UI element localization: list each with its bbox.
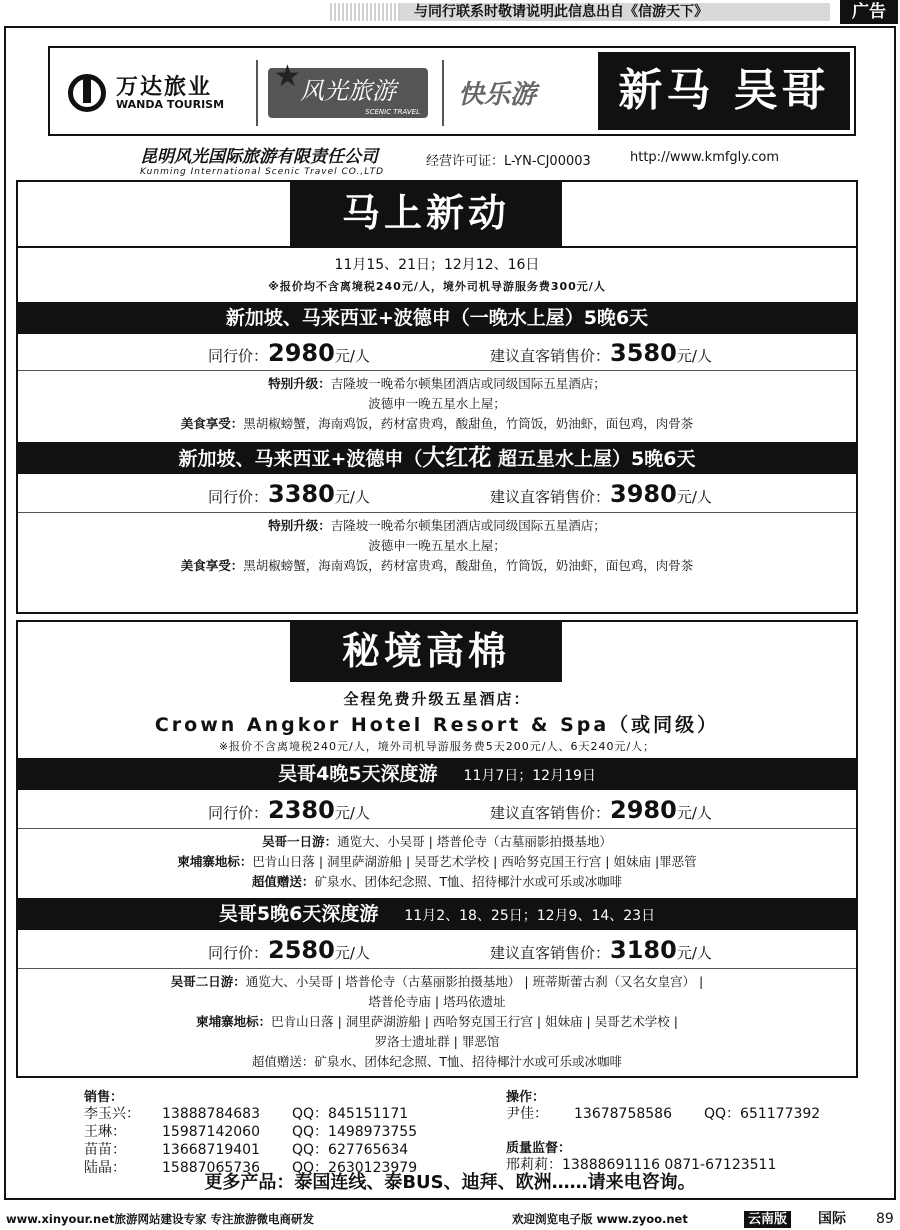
landmark-line-2: 罗洛士遗址群 | 罪恶馆 bbox=[374, 1034, 500, 1049]
route-title-highlight: 大红花 bbox=[422, 445, 492, 471]
ops-label: 操作： bbox=[506, 1090, 546, 1105]
landmark-label: 柬埔寨地标： bbox=[177, 854, 253, 869]
price-note: ※报价均不含离境税240元/人，境外司机导游服务费300元/人 bbox=[268, 280, 606, 293]
food-line bbox=[18, 416, 856, 432]
peer-price-label: 同行价： bbox=[208, 488, 269, 506]
upgrade-label: 特别升级： bbox=[268, 376, 331, 391]
company-name-cn: 昆明风光国际旅游有限责任公司 bbox=[140, 147, 378, 167]
source-notice: 与同行联系时敬请说明此信息出自《信游天下》 bbox=[400, 3, 830, 21]
upgrade-line bbox=[18, 518, 856, 534]
page-number: 89 bbox=[876, 1211, 894, 1227]
retail-price-label: 建议直客销售价： bbox=[490, 488, 611, 506]
product-title: 新马 吴哥 bbox=[598, 52, 850, 130]
company-name-en: Kunming International Scenic Travel CO.,LTD bbox=[140, 167, 385, 177]
landmark-label: 柬埔寨地标： bbox=[196, 1014, 272, 1029]
qc-label: 质量监督： bbox=[506, 1141, 572, 1156]
retail-price-label: 建议直客销售价： bbox=[490, 804, 611, 822]
company-name bbox=[140, 142, 384, 177]
food-label: 美食享受： bbox=[180, 558, 244, 573]
contact-row bbox=[84, 1105, 417, 1123]
contact-qq: QQ：1498973755 bbox=[292, 1124, 418, 1140]
contact-qq: QQ：2630123979 bbox=[292, 1160, 418, 1176]
gift-text: 矿泉水、团体纪念照、T恤、招待椰汁水或可乐或冰咖啡 bbox=[314, 874, 623, 889]
landmark-text: 巴肯山日落 | 洞里萨湖游船 | 西哈努克国王行宫 | 姐妹庙 | 吴哥艺术学校 | bbox=[271, 1014, 678, 1029]
unit: 元/人 bbox=[334, 944, 370, 962]
section-banner: 秘境高棉 bbox=[290, 620, 562, 682]
divider bbox=[18, 370, 856, 371]
wanda-mark-icon bbox=[68, 74, 106, 112]
food-text: 黑胡椒螃蟹，海南鸡饭，药材富贵鸡，酸甜鱼，竹筒饭，奶油虾，面包鸡，肉骨茶 bbox=[243, 416, 694, 431]
section-banner: 马上新动 bbox=[290, 180, 562, 246]
departure-dates: 11月15、21日；12月12、16日 bbox=[334, 257, 540, 273]
contact-phone[interactable]: 15887065736 bbox=[162, 1160, 260, 1176]
gift-label: 超值赠送： bbox=[251, 874, 315, 889]
footer-left-text: www.xinyour.net旅游网站建设专家 专注旅游微电商研发 bbox=[6, 1212, 315, 1226]
peer-price-value: 2380 bbox=[268, 796, 335, 824]
contact-qq: QQ：651177392 bbox=[704, 1106, 821, 1122]
peer-price-value: 2980 bbox=[268, 339, 335, 367]
top-strip bbox=[0, 0, 900, 24]
peer-price bbox=[208, 480, 370, 508]
unit: 元/人 bbox=[676, 804, 712, 822]
wanda-name-en: WANDA TOURISM bbox=[116, 98, 225, 111]
retail-price-value: 3980 bbox=[610, 480, 677, 508]
peer-price-label: 同行价： bbox=[208, 347, 269, 365]
edition-tag: 云南版 bbox=[744, 1211, 791, 1228]
unit: 元/人 bbox=[676, 347, 712, 365]
retail-price bbox=[490, 796, 712, 824]
gift-line: 超值赠送：矿泉水、团体纪念照、T恤、招待椰汁水或可乐或冰咖啡 bbox=[251, 1054, 623, 1069]
peer-price bbox=[208, 339, 370, 367]
peer-price-label: 同行价： bbox=[208, 804, 269, 822]
route-title-part: 新加坡、马来西亚+波德申（ bbox=[178, 448, 423, 470]
unit: 元/人 bbox=[334, 488, 370, 506]
divider bbox=[18, 828, 856, 829]
page-footer bbox=[0, 1208, 900, 1230]
contact-name: 李玉兴： bbox=[84, 1106, 140, 1122]
peer-price-value: 3380 bbox=[268, 480, 335, 508]
divider bbox=[442, 60, 444, 126]
contact-row bbox=[84, 1123, 417, 1141]
route-title bbox=[16, 898, 858, 930]
peer-price bbox=[208, 936, 370, 964]
contact-name: 王琳： bbox=[84, 1124, 126, 1140]
food-label: 美食享受： bbox=[180, 416, 244, 431]
contact-phone[interactable]: 13668719401 bbox=[162, 1142, 260, 1158]
footer-right-text: 欢迎浏览电子版 www.zyoo.net bbox=[512, 1212, 688, 1226]
company-url[interactable]: http://www.kmfgly.com bbox=[630, 150, 780, 165]
fengguang-logo bbox=[268, 59, 428, 118]
retail-price-value: 3580 bbox=[610, 339, 677, 367]
hotel-name: Crown Angkor Hotel Resort & Spa（或同级） bbox=[154, 714, 720, 736]
fengguang-name: 风光旅游 bbox=[300, 77, 396, 105]
retail-price-label: 建议直客销售价： bbox=[490, 944, 611, 962]
departure-dates: 11月7日；12月19日 bbox=[463, 768, 596, 784]
wanda-name: 万达旅业 bbox=[116, 75, 213, 100]
landmark-text: 巴肯山日落 | 洞里萨湖游船 | 吴哥艺术学校 | 西哈努克国王行宫 | 姐妹庙 |罪恶管 bbox=[252, 854, 697, 869]
contact-row bbox=[506, 1105, 820, 1123]
divider bbox=[256, 60, 258, 126]
route-title-text: 吴哥5晚6天深度游 bbox=[218, 903, 379, 925]
route-title bbox=[16, 758, 858, 790]
wanda-logo bbox=[68, 70, 248, 116]
contact-name: 尹佳： bbox=[506, 1106, 548, 1122]
ops-contacts bbox=[506, 1086, 820, 1174]
divider bbox=[18, 246, 856, 248]
retail-price-label: 建议直客销售价： bbox=[490, 347, 611, 365]
logo-box bbox=[48, 46, 856, 136]
contact-phone[interactable]: 13678758586 bbox=[574, 1106, 672, 1122]
retail-price-value: 3180 bbox=[610, 936, 677, 964]
retail-price bbox=[490, 339, 712, 367]
license-number: 经营许可证：L-YN-CJ00003 bbox=[426, 154, 591, 169]
unit: 元/人 bbox=[334, 804, 370, 822]
sales-contacts bbox=[84, 1086, 417, 1177]
itinerary-line bbox=[18, 974, 856, 990]
happy-travel-logo: 快乐游 bbox=[458, 80, 537, 110]
itinerary-label: 吴哥二日游： bbox=[170, 974, 246, 989]
departure-dates: 11月2、18、25日；12月9、14、23日 bbox=[404, 908, 656, 924]
peer-price-label: 同行价： bbox=[208, 944, 269, 962]
section-cambodia bbox=[16, 620, 858, 1078]
upgrade-line-2: 波德申一晚五星水上屋； bbox=[368, 538, 506, 553]
gift-line bbox=[18, 874, 856, 890]
contact-row bbox=[84, 1141, 417, 1159]
itinerary-line bbox=[18, 834, 856, 850]
contact-name: 陆晶： bbox=[84, 1160, 126, 1176]
route-title-text: 吴哥4晚5天深度游 bbox=[278, 763, 438, 785]
unit: 元/人 bbox=[676, 488, 712, 506]
sales-label: 销售： bbox=[84, 1090, 124, 1105]
route-title: 新加坡、马来西亚+波德申（一晚水上屋）5晚6天 bbox=[16, 302, 858, 334]
upgrade-label: 特别升级： bbox=[268, 518, 331, 533]
contact-qq: QQ：845151171 bbox=[292, 1106, 409, 1122]
retail-price-value: 2980 bbox=[610, 796, 677, 824]
contact-phone[interactable]: 13888784683 bbox=[162, 1106, 260, 1122]
contact-qq: QQ：627765634 bbox=[292, 1142, 409, 1158]
peer-price bbox=[208, 796, 370, 824]
itinerary-text: 通览大、小吴哥 | 塔普伦寺（古墓丽影拍摄基地） bbox=[337, 834, 612, 849]
fengguang-name-en: SCENIC TRAVEL bbox=[365, 108, 420, 116]
ad-frame bbox=[4, 26, 896, 1200]
route-title-part: 超五星水上屋）5晚6天 bbox=[491, 448, 696, 470]
ad-label: 广告 bbox=[840, 0, 898, 24]
qc-contact: 邢莉莉：13888691116 0871-67123511 bbox=[506, 1157, 777, 1173]
peer-price-value: 2580 bbox=[268, 936, 335, 964]
unit: 元/人 bbox=[676, 944, 712, 962]
more-products: 更多产品：泰国连线、泰BUS、迪拜、欧洲……请来电咨询。 bbox=[204, 1172, 696, 1193]
upgrade-line-2: 波德申一晚五星水上屋； bbox=[368, 396, 506, 411]
divider bbox=[18, 512, 856, 513]
price-note: ※报价不含离境税240元/人，境外司机导游服务费5天200元/人、6天240元/人； bbox=[218, 740, 656, 753]
itinerary-label: 吴哥一日游： bbox=[262, 834, 338, 849]
food-line bbox=[18, 558, 856, 574]
upgrade-text: 吉隆坡一晚希尔顿集团酒店或同级国际五星酒店； bbox=[330, 518, 606, 533]
section-label: 国际 bbox=[818, 1211, 846, 1227]
hotel-upgrade: 全程免费升级五星酒店： bbox=[343, 690, 531, 708]
retail-price bbox=[490, 480, 712, 508]
itinerary-text: 通览大、小吴哥 | 塔普伦寺（古墓丽影拍摄基地） | 班蒂斯蕾古刹（又名女皇宫） | bbox=[245, 974, 704, 989]
itinerary-line-2: 塔普伦寺庙 | 塔玛依遗址 bbox=[368, 994, 506, 1009]
contact-phone[interactable]: 15987142060 bbox=[162, 1124, 260, 1140]
divider bbox=[18, 968, 856, 969]
landmark-line bbox=[18, 1014, 856, 1030]
upgrade-text: 吉隆坡一晚希尔顿集团酒店或同级国际五星酒店； bbox=[330, 376, 606, 391]
contact-name: 苗苗： bbox=[84, 1142, 126, 1158]
landmark-line bbox=[18, 854, 856, 870]
upgrade-line bbox=[18, 376, 856, 392]
food-text: 黑胡椒螃蟹，海南鸡饭，药材富贵鸡，酸甜鱼，竹筒饭，奶油虾，面包鸡，肉骨茶 bbox=[243, 558, 694, 573]
star-icon: ★ bbox=[274, 59, 301, 94]
section-singapore-malaysia bbox=[16, 180, 858, 614]
retail-price bbox=[490, 936, 712, 964]
unit: 元/人 bbox=[334, 347, 370, 365]
route-title bbox=[16, 442, 858, 474]
